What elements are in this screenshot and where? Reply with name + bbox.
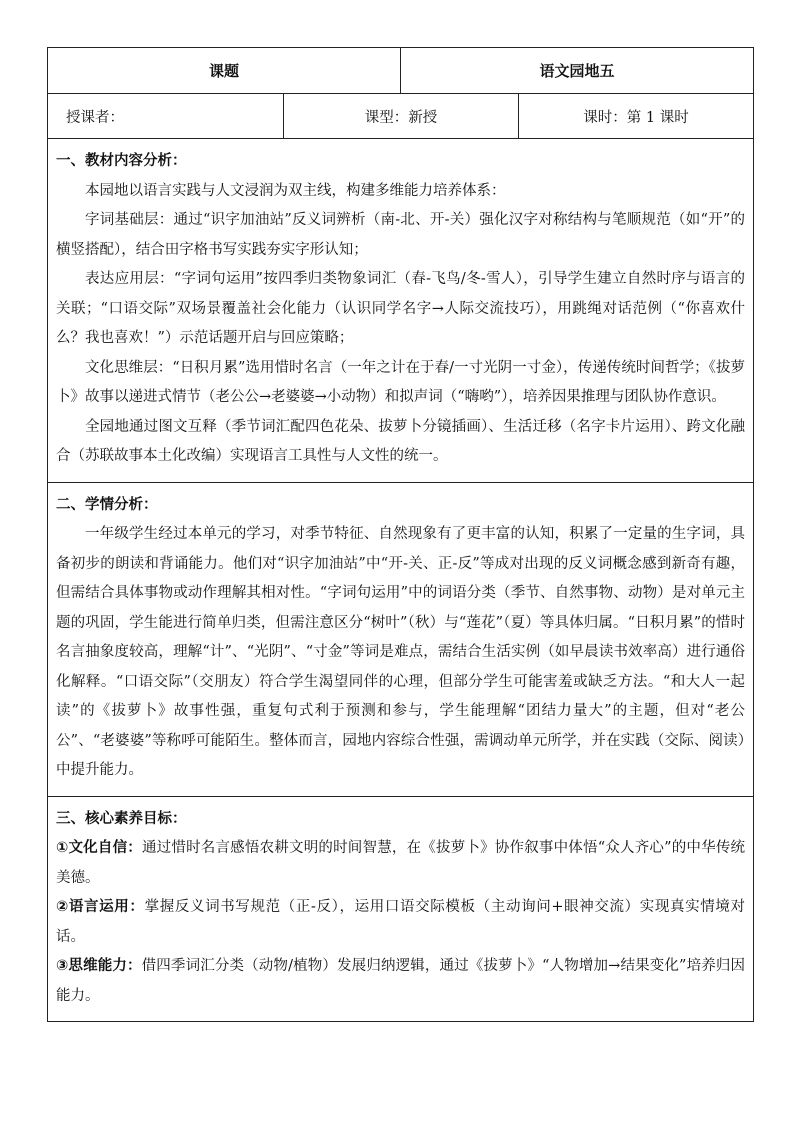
teacher-cell <box>48 94 284 139</box>
goal-label: ①文化自信： <box>56 840 142 856</box>
section1-row <box>48 139 754 483</box>
goal-label: ③思维能力： <box>56 958 142 974</box>
lesson-plan-table <box>47 47 754 1022</box>
teacher-label: 授课者： <box>66 109 124 126</box>
section1-title: 一、教材内容分析： <box>56 153 187 169</box>
lesson-type: 课型：新授 <box>364 109 438 126</box>
section1-paragraph: 字词基础层：通过“识字加油站”反义词辨析（南-北、开-关）强化汉字对称结构与笔顺规范（如“开”的横竖搭配），结合田字格书写实践夯实字形认知； <box>56 212 746 258</box>
section2-row <box>48 482 754 796</box>
goal-item <box>56 893 745 952</box>
type-cell <box>284 94 519 139</box>
section3-cell <box>48 796 754 1022</box>
section2-cell <box>48 482 754 796</box>
meta-row <box>48 94 754 139</box>
section2-title: 二、学情分析： <box>56 496 158 513</box>
goal-text: 借四季词汇分类（动物/植物）发展归纳逻辑，通过《拔萝卜》“人物增加→结果变化”培养归因能力。 <box>56 958 746 1004</box>
lesson-label-cell <box>48 48 401 94</box>
lesson-period: 课时：第 1 课时 <box>583 109 689 126</box>
goal-item <box>56 834 745 893</box>
lesson-plan-page <box>47 47 753 1022</box>
goal-text: 掌握反义词书写规范（正-反），运用口语交际模板（主动询问+眼神交流）实现真实情境对话。 <box>56 899 746 945</box>
lesson-title-cell <box>401 48 754 94</box>
section1-cell <box>48 139 754 483</box>
goal-text: 通过惜时名言感悟农耕文明的时间智慧，在《拔萝卜》协作叙事中体悟“众人齐心”的中华传统美德。 <box>56 840 746 886</box>
section3-title: 三、核心素养目标： <box>56 810 187 827</box>
lesson-title: 语文园地五 <box>539 62 615 80</box>
section1-paragraph: 表达应用层：“字词句运用”按四季归类物象词汇（春-飞鸟/冬-雪人），引导学生建立自然时序与语言的关联；“口语交际”双场景覆盖社会化能力（认识同学名字→人际交流技巧），用跳绳对话范例（“你喜欢什么？我也喜欢！”）示范话题开启与回应策略； <box>56 271 746 346</box>
header-row <box>48 48 754 94</box>
section1-paragraph: 本园地以语言实践与人文浸润为双主线，构建多维能力培养体系： <box>85 182 506 199</box>
section3-row <box>48 796 754 1022</box>
period-cell <box>519 94 754 139</box>
goal-label: ②语言运用： <box>56 899 145 915</box>
section1-paragraph: 文化思维层：“日积月累”选用惜时名言（一年之计在于春/一寸光阴一寸金），传递传统时间哲学；《拔萝卜》故事以递进式情节（老公公→老婆婆→小动物）和拟声词（“嗨哟”），培养因果推理与团队协作意识。 <box>56 359 746 405</box>
lesson-label: 课题 <box>209 62 240 80</box>
section1-paragraph: 全园地通过图文互释（季节词汇配四色花朵、拔萝卜分镜插画）、生活迁移（名字卡片运用）、跨文化融合（苏联故事本土化改编）实现语言工具性与人文性的统一。 <box>56 418 746 464</box>
goal-item <box>56 952 745 1011</box>
section2-paragraph: 一年级学生经过本单元的学习，对季节特征、自然现象有了更丰富的认知，积累了一定量的生字词，具备初步的朗读和背诵能力。他们对“识字加油站”中“开-关、正-反”等成对出现的反义词概念感到新奇有趣，但需结合具体事物或动作理解其相对性。“字词句运用”中的词语分类（季节、自然事物、动物）是对单元主题的巩固，学生能进行简单归类，但需注意区分“树叶”（秋）与“莲花”（夏）等具体归属。“日积月累”的惜时名言抽象度较高，理解“计”、“光阴”、“寸金”等词是难点，需结合生活实例（如早晨读书效率高）进行通俗化解释。“口语交际”（交朋友）符合学生渴望同伴的心理，但部分学生可能害羞或缺乏方法。“和大人一起读”的《拔萝卜》故事性强，重复句式利于预测和参与，学生能理解“团结力量大”的主题，但对“老公公”、“老婆婆”等称呼可能陌生。整体而言，园地内容综合性强，需调动单元所学，并在实践（交际、阅读）中提升能力。 <box>56 526 746 778</box>
